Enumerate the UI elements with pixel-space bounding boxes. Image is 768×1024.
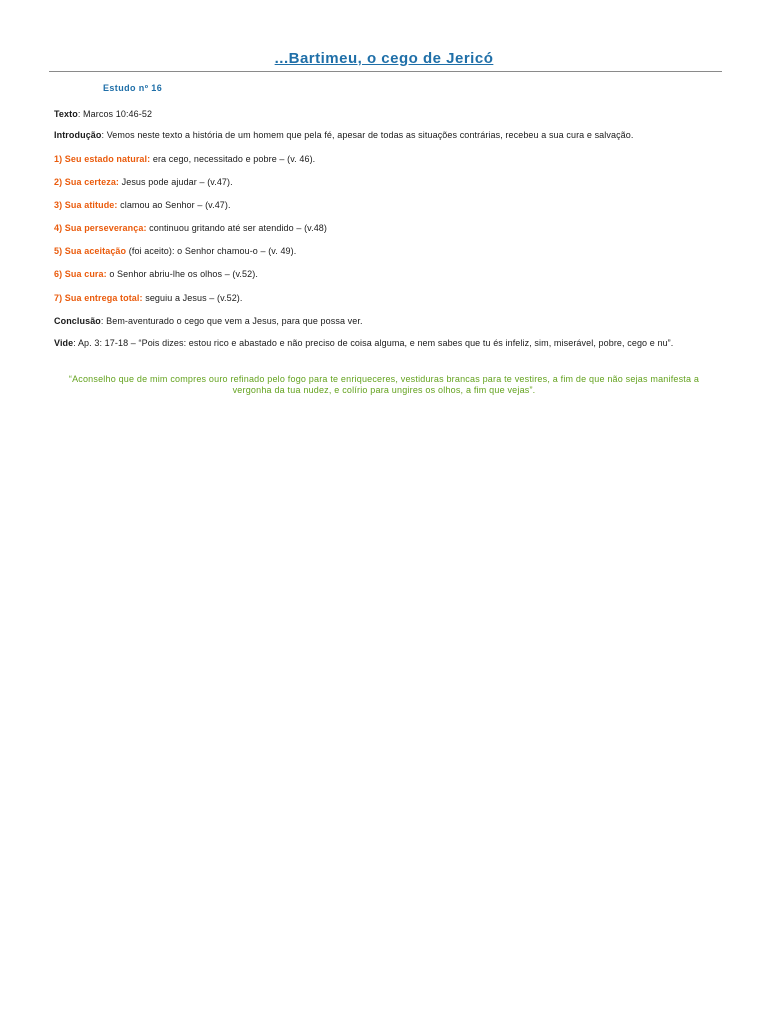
- point-3: [54, 200, 694, 211]
- introducao-label: Introdução: [54, 130, 102, 140]
- vide-value: : Ap. 3: 17-18 – “Pois dizes: estou rico e abastado e não preciso de coisa alguma, e nem sabes que tu és infeliz, sim, miserável, pobre, cego e nu”.: [73, 338, 674, 348]
- point-7: [54, 293, 694, 304]
- introducao-line: [54, 130, 694, 141]
- page-title: ...Bartimeu, o cego de Jericó: [274, 50, 494, 67]
- point-text: era cego, necessitado e pobre – (v. 46).: [150, 154, 316, 164]
- point-label: 6) Sua cura:: [54, 269, 107, 279]
- conclusao-label: Conclusão: [54, 316, 101, 326]
- point-text: clamou ao Senhor – (v.47).: [117, 200, 231, 210]
- point-text: (foi aceito): o Senhor chamou-o – (v. 49).: [126, 246, 297, 256]
- vide-label: Vide: [54, 338, 74, 348]
- point-label: 7) Sua entrega total:: [54, 293, 143, 303]
- point-label: 1) Seu estado natural:: [54, 154, 151, 164]
- texto-label: Texto: [54, 109, 78, 119]
- point-4: [54, 223, 694, 234]
- texto-value: : Marcos 10:46-52: [77, 109, 153, 119]
- point-1: [54, 154, 694, 165]
- point-text: seguiu a Jesus – (v.52).: [142, 293, 243, 303]
- point-text: o Senhor abriu-lhe os olhos – (v.52).: [106, 269, 258, 279]
- vide-line: [54, 338, 694, 349]
- point-label: 3) Sua atitude:: [54, 200, 118, 210]
- texto-line: [54, 109, 694, 120]
- point-text: Jesus pode ajudar – (v.47).: [119, 177, 233, 187]
- point-label: 5) Sua aceitação: [54, 246, 127, 256]
- conclusao-value: : Bem-aventurado o cego que vem a Jesus, para que possa ver.: [100, 316, 363, 326]
- conclusao-line: [54, 316, 694, 327]
- point-5: [54, 246, 694, 257]
- point-6: [54, 269, 694, 280]
- study-number: Estudo nº 16: [103, 83, 163, 93]
- point-label: 2) Sua certeza:: [54, 177, 120, 187]
- introducao-value: : Vemos neste texto a história de um homem que pela fé, apesar de todas as situações contrárias, recebeu a sua cura e salvação.: [101, 130, 634, 140]
- point-2: [54, 177, 694, 188]
- point-text: continuou gritando até ser atendido – (v.48): [146, 223, 328, 233]
- scripture-quote: “Aconselho que de mim compres ouro refinado pelo fogo para te enriqueceres, vestiduras brancas para te vestires, a fim de que não sejas manifesta a vergonha da tua nudez, e colírio para ungires os olhos, a fim que vejas”.: [68, 374, 700, 395]
- title-divider: [49, 71, 722, 72]
- point-label: 4) Sua perseverança:: [54, 223, 147, 233]
